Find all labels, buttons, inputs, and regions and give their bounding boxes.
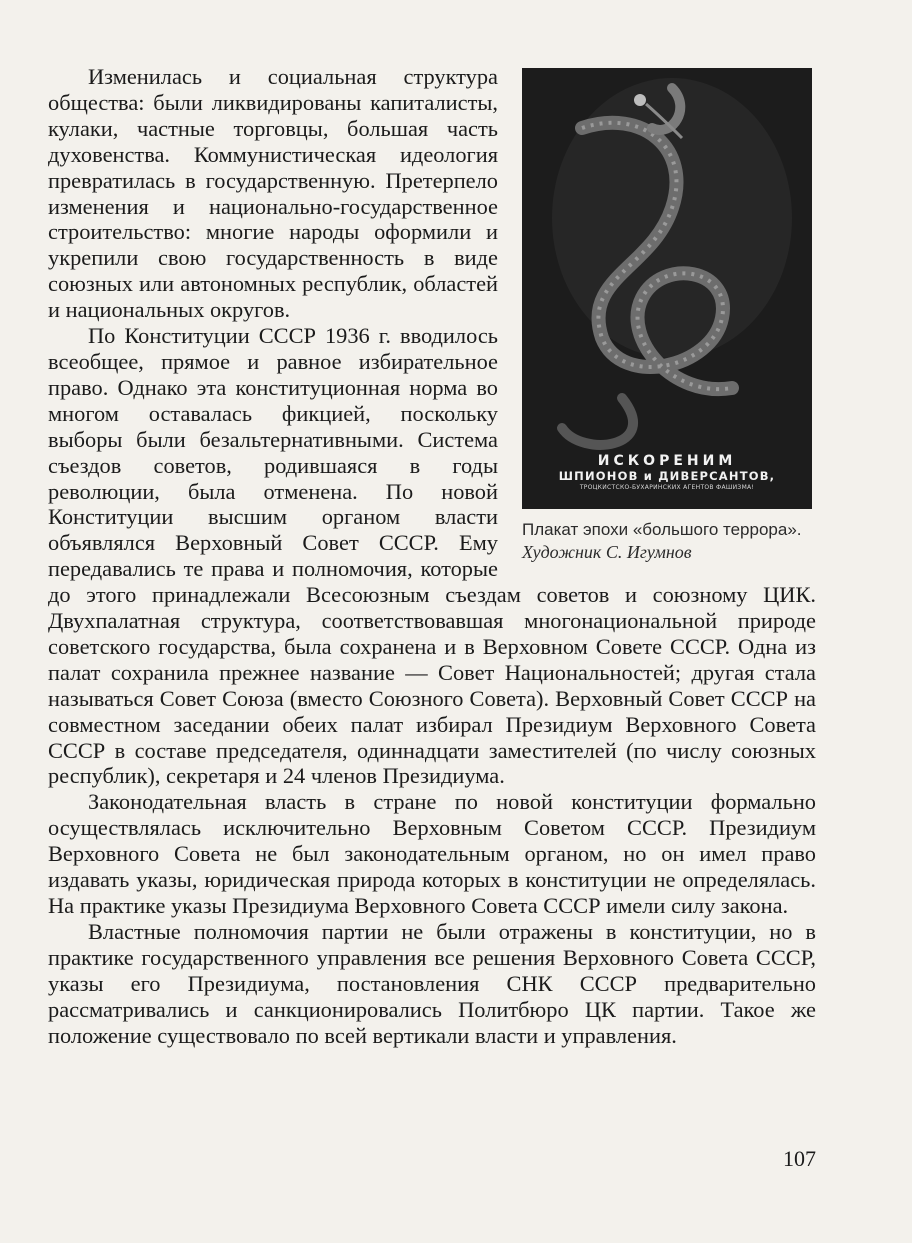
paragraph: Законодательная власть в стране по новой конституции формально осуществлялась исключительно Верховным Советом СССР. Президиум Верховного Совета не был законодательным органом, но он имел право издавать указы, юридическая природа которых в конституции не определялась. На практике указы Президиума Верховного Совета СССР имели силу закона.	[48, 789, 816, 918]
paragraph: По Конституции СССР 1936 г. вводилось всеобщее, прямое и равное избирательное право. Однако эта конституционная норма во многом оставалась фикцией, поскольку выборы были безальтернативными. Система съездов советов, родившаяся в годы революции, была отменена. По новой Конституции высшим органом власти объявлялся Верховный Совет СССР. Ему передавались те права и полномочия, которые до этого принадлежали Всесоюзным съездам советов и союзному ЦИК. Двухпалатная структура, соответствовавшая многонациональной природе советского государства, была сохранена и в Верховном Совете СССР. Одна из палат сохранила прежнее название — Совет Национальностей; другая стала называться Совет Союза (вместо Союзного Совета). Верховный Совет СССР на совместном заседании обеих палат избирал Президиум Верховного Совета СССР в составе председателя, одиннадцати заместителей (по числу союзных республик), секретаря и 24 членов Президиума.	[48, 323, 816, 789]
page-number: 107	[783, 1146, 816, 1171]
paragraph: Изменилась и социальная структура общества: были ликвидированы капиталисты, кулаки, частные торговцы, большая часть духовенства. Коммунистическая идеология превратилась в государственную. Претерпело изменения и национально-государственное строительство: многие народы оформили и укрепили свою государственность в виде союзных или автономных республик, областей и национальных округов.	[48, 64, 498, 323]
paragraph: Властные полномочия партии не были отражены в конституции, но в практике государственного управления все решения Верховного Совета СССР, указы его Президиума, постановления СНК СССР предварительно рассматривались и санкционировались Политбюро ЦК партии. Такое же положение существовало по всей вертикали власти и управления.	[48, 918, 816, 1048]
poster-title: ИСКОРЕНИМ	[597, 453, 737, 469]
poster-slogan: ТРОЦКИСТСКО-БУХАРИНСКИХ АГЕНТОВ ФАШИЗМА!	[579, 484, 755, 491]
poster-image	[522, 68, 812, 509]
body-text	[48, 64, 816, 1048]
caption-author: Художник С. Игумнов	[522, 542, 692, 562]
poster-subtitle: ШПИОНОВ и ДИВЕРСАНТОВ,	[558, 469, 776, 483]
caption-text: Плакат эпохи «большого террора».	[522, 520, 802, 539]
figure-caption	[520, 519, 816, 564]
poster-figure	[520, 64, 816, 564]
snake-illustration	[522, 68, 812, 509]
